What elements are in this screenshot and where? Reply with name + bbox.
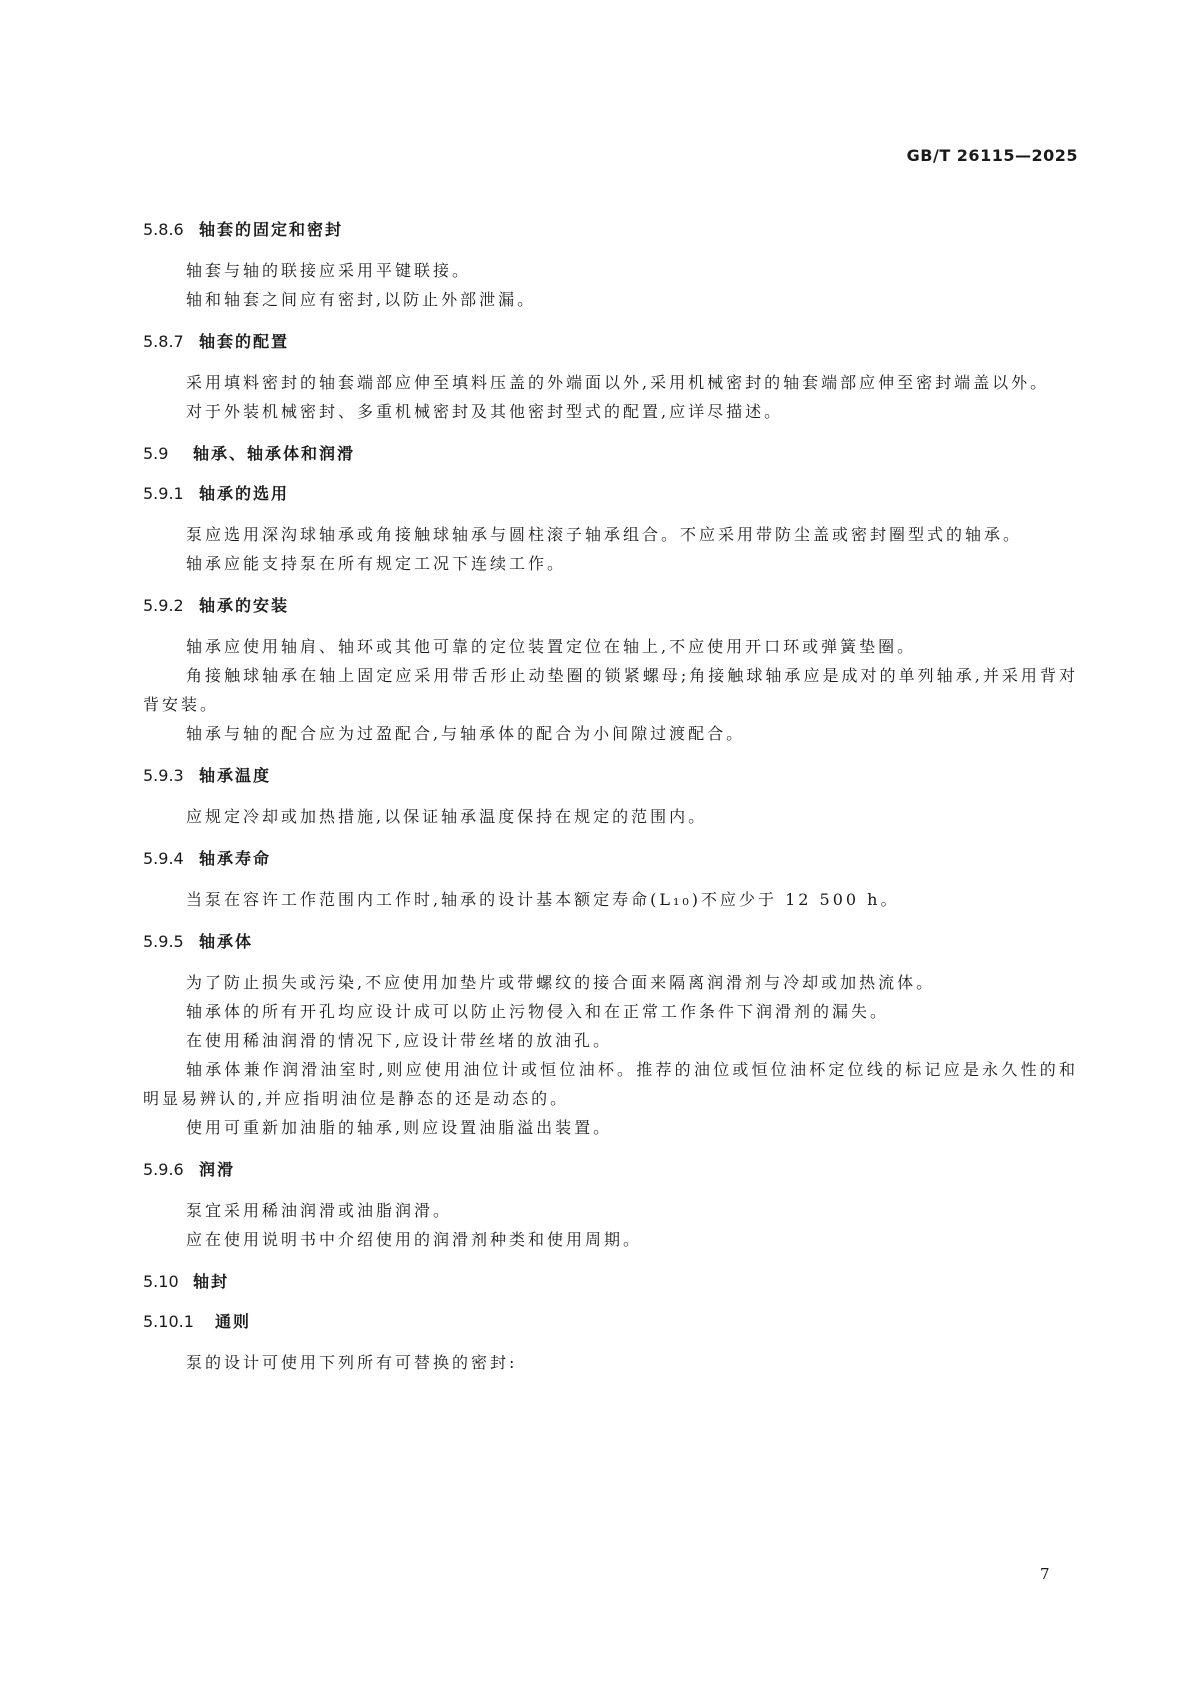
paragraph: 轴承与轴的配合应为过盈配合,与轴承体的配合为小间隙过渡配合。 (186, 724, 746, 743)
section-heading (143, 482, 1078, 506)
paragraph: 应在使用说明书中介绍使用的润滑剂种类和使用周期。 (186, 1230, 643, 1249)
section-title: 轴承、轴承体和润滑 (193, 444, 356, 463)
paragraph: 为了防止损失或污染,不应使用加垫片或带螺纹的接合面来隔离润滑剂与冷却或加热流体。 (186, 973, 936, 992)
section-title: 轴承的选用 (199, 484, 290, 503)
document-body (143, 218, 1078, 1377)
section-number: 5.10 (143, 1272, 179, 1291)
page-number: 7 (1040, 1565, 1050, 1583)
section-title: 轴承体 (199, 932, 254, 951)
paragraph: 在使用稀油润滑的情况下,应设计带丝堵的放油孔。 (186, 1031, 613, 1050)
section-number: 5.8.7 (143, 332, 184, 351)
standard-code: GB/T 26115—2025 (906, 146, 1078, 165)
paragraph: 对于外装机械密封、多重机械密封及其他密封型式的配置,应详尽描述。 (186, 402, 784, 421)
paragraph: 轴和轴套之间应有密封,以防止外部泄漏。 (186, 290, 537, 309)
section-heading (143, 330, 1078, 354)
section-heading (143, 1158, 1078, 1182)
paragraph: 轴承体兼作润滑油室时,则应使用油位计或恒位油杯。推荐的油位或恒位油杯定位线的标记应是永久性的和明显易辨认的,并应指明油位是静态的还是动态的。 (143, 1060, 1078, 1108)
paragraph: 泵宜采用稀油润滑或油脂润滑。 (186, 1201, 453, 1220)
section-heading (143, 442, 1078, 466)
section-heading (143, 764, 1078, 788)
section-title: 轴套的配置 (199, 332, 290, 351)
paragraph: 采用填料密封的轴套端部应伸至填料压盖的外端面以外,采用机械密封的轴套端部应伸至密封端盖以外。 (186, 373, 1050, 392)
section-number: 5.9 (143, 444, 169, 463)
paragraph: 使用可重新加油脂的轴承,则应设置油脂溢出装置。 (186, 1118, 613, 1137)
section-title: 轴套的固定和密封 (199, 220, 344, 239)
section-heading (143, 594, 1078, 618)
section-title: 润滑 (199, 1160, 236, 1179)
section-number: 5.9.2 (143, 596, 184, 615)
paragraph: 轴承体的所有开孔均应设计成可以防止污物侵入和在正常工作条件下润滑剂的漏失。 (186, 1002, 890, 1021)
section-number: 5.9.6 (143, 1160, 184, 1179)
section-heading (143, 930, 1078, 954)
paragraph: 当泵在容许工作范围内工作时,轴承的设计基本额定寿命(L₁₀)不应少于 12 500 h。 (186, 890, 900, 909)
section-title: 轴承寿命 (199, 849, 272, 868)
paragraph: 角接触球轴承在轴上固定应采用带舌形止动垫圈的锁紧螺母;角接触球轴承应是成对的单列轴承,并采用背对背安装。 (143, 666, 1078, 714)
paragraph: 轴套与轴的联接应采用平键联接。 (186, 261, 472, 280)
section-number: 5.9.4 (143, 849, 184, 868)
paragraph: 轴承应使用轴肩、轴环或其他可靠的定位装置定位在轴上,不应使用开口环或弹簧垫圈。 (186, 637, 917, 656)
section-number: 5.9.5 (143, 932, 184, 951)
paragraph: 泵的设计可使用下列所有可替换的密封: (186, 1353, 518, 1372)
section-number: 5.9.1 (143, 484, 184, 503)
section-heading (143, 847, 1078, 871)
section-heading (143, 1270, 1078, 1294)
section-number: 5.8.6 (143, 220, 184, 239)
section-title: 通则 (215, 1312, 252, 1331)
paragraph: 泵应选用深沟球轴承或角接触球轴承与圆柱滚子轴承组合。不应采用带防尘盖或密封圈型式的轴承。 (186, 525, 1023, 544)
paragraph: 轴承应能支持泵在所有规定工况下连续工作。 (186, 554, 567, 573)
section-number: 5.10.1 (143, 1312, 194, 1331)
section-title: 轴承温度 (199, 766, 272, 785)
section-title: 轴承的安装 (199, 596, 290, 615)
section-title: 轴封 (193, 1272, 230, 1291)
section-number: 5.9.3 (143, 766, 184, 785)
paragraph: 应规定冷却或加热措施,以保证轴承温度保持在规定的范围内。 (186, 807, 708, 826)
section-heading (143, 1310, 1078, 1334)
section-heading (143, 218, 1078, 242)
